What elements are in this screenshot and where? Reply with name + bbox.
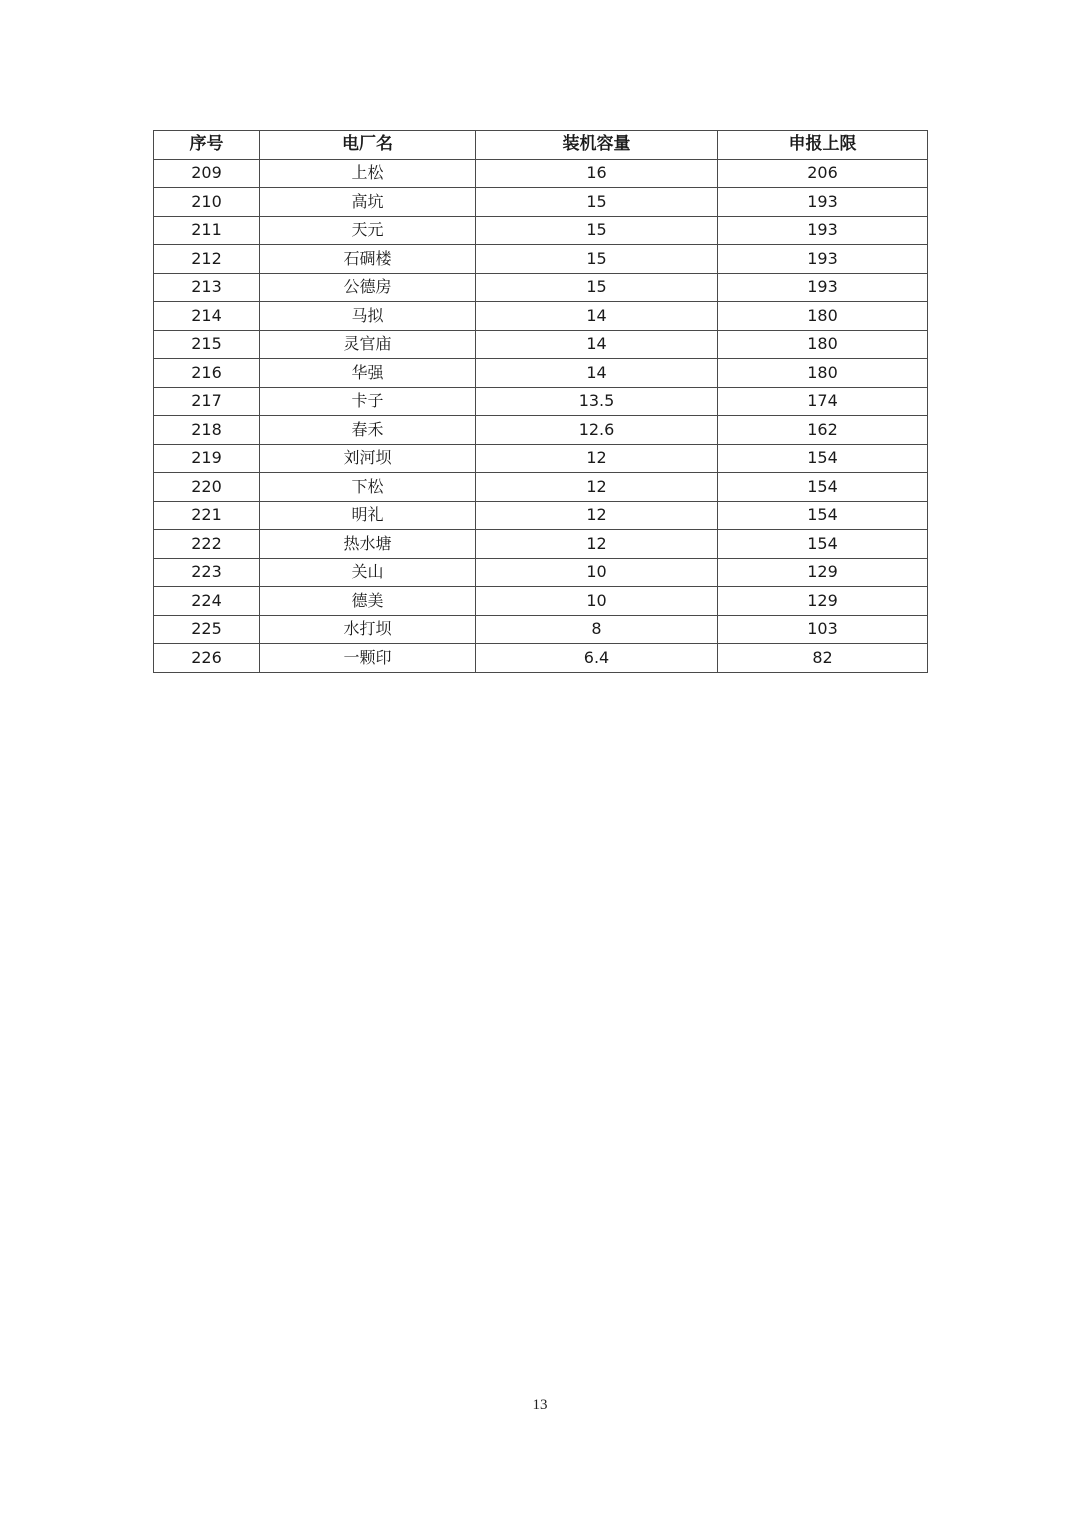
table-row [154,644,928,673]
cell-seq: 212 [154,245,260,274]
cell-limit: 129 [718,587,928,616]
cell-name: 灵官庙 [260,330,476,359]
table-row [154,501,928,530]
cell-seq: 226 [154,644,260,673]
table-body [154,159,928,672]
cell-seq: 209 [154,159,260,188]
cell-capacity: 15 [476,216,718,245]
cell-name: 公德房 [260,273,476,302]
cell-seq: 221 [154,501,260,530]
cell-capacity: 16 [476,159,718,188]
cell-name: 下松 [260,473,476,502]
cell-name: 德美 [260,587,476,616]
cell-seq: 222 [154,530,260,559]
cell-capacity: 10 [476,587,718,616]
cell-seq: 224 [154,587,260,616]
cell-limit: 129 [718,558,928,587]
table-row [154,558,928,587]
cell-limit: 180 [718,359,928,388]
cell-capacity: 12.6 [476,416,718,445]
table-row [154,587,928,616]
cell-name: 上松 [260,159,476,188]
page-number: 13 [532,1397,548,1413]
cell-limit: 154 [718,530,928,559]
power-plant-table [153,130,928,673]
header-seq: 序号 [154,131,260,160]
table-row [154,273,928,302]
cell-capacity: 15 [476,273,718,302]
cell-limit: 154 [718,444,928,473]
table-row [154,615,928,644]
cell-name: 马拟 [260,302,476,331]
cell-capacity: 15 [476,245,718,274]
cell-name: 石碉楼 [260,245,476,274]
cell-capacity: 6.4 [476,644,718,673]
cell-capacity: 12 [476,530,718,559]
cell-limit: 154 [718,501,928,530]
cell-seq: 216 [154,359,260,388]
cell-capacity: 12 [476,444,718,473]
header-row [154,131,928,160]
cell-capacity: 12 [476,501,718,530]
cell-limit: 180 [718,330,928,359]
cell-limit: 174 [718,387,928,416]
table-row [154,302,928,331]
table-row [154,188,928,217]
cell-limit: 193 [718,273,928,302]
table-row [154,530,928,559]
cell-seq: 218 [154,416,260,445]
cell-seq: 213 [154,273,260,302]
cell-limit: 193 [718,216,928,245]
cell-seq: 217 [154,387,260,416]
cell-name: 热水塘 [260,530,476,559]
cell-seq: 210 [154,188,260,217]
cell-capacity: 14 [476,359,718,388]
cell-capacity: 15 [476,188,718,217]
table-row [154,245,928,274]
cell-name: 天元 [260,216,476,245]
table-row [154,216,928,245]
cell-name: 明礼 [260,501,476,530]
cell-name: 水打坝 [260,615,476,644]
header-name: 电厂名 [260,131,476,160]
table-header [154,131,928,160]
cell-limit: 162 [718,416,928,445]
cell-seq: 211 [154,216,260,245]
table-row [154,473,928,502]
cell-seq: 220 [154,473,260,502]
cell-name: 关山 [260,558,476,587]
cell-seq: 214 [154,302,260,331]
cell-limit: 193 [718,245,928,274]
cell-name: 一颗印 [260,644,476,673]
cell-capacity: 13.5 [476,387,718,416]
table-row [154,330,928,359]
header-capacity: 装机容量 [476,131,718,160]
cell-limit: 180 [718,302,928,331]
cell-name: 春禾 [260,416,476,445]
cell-name: 卡子 [260,387,476,416]
cell-limit: 193 [718,188,928,217]
cell-name: 刘河坝 [260,444,476,473]
cell-seq: 223 [154,558,260,587]
table-row [154,359,928,388]
cell-capacity: 14 [476,330,718,359]
cell-limit: 154 [718,473,928,502]
cell-capacity: 8 [476,615,718,644]
header-limit: 申报上限 [718,131,928,160]
cell-name: 华强 [260,359,476,388]
cell-capacity: 10 [476,558,718,587]
table-row [154,444,928,473]
table-row [154,416,928,445]
cell-limit: 206 [718,159,928,188]
cell-limit: 103 [718,615,928,644]
cell-capacity: 12 [476,473,718,502]
cell-seq: 219 [154,444,260,473]
cell-capacity: 14 [476,302,718,331]
cell-seq: 215 [154,330,260,359]
cell-limit: 82 [718,644,928,673]
cell-seq: 225 [154,615,260,644]
table-row [154,159,928,188]
table-row [154,387,928,416]
cell-name: 高坑 [260,188,476,217]
